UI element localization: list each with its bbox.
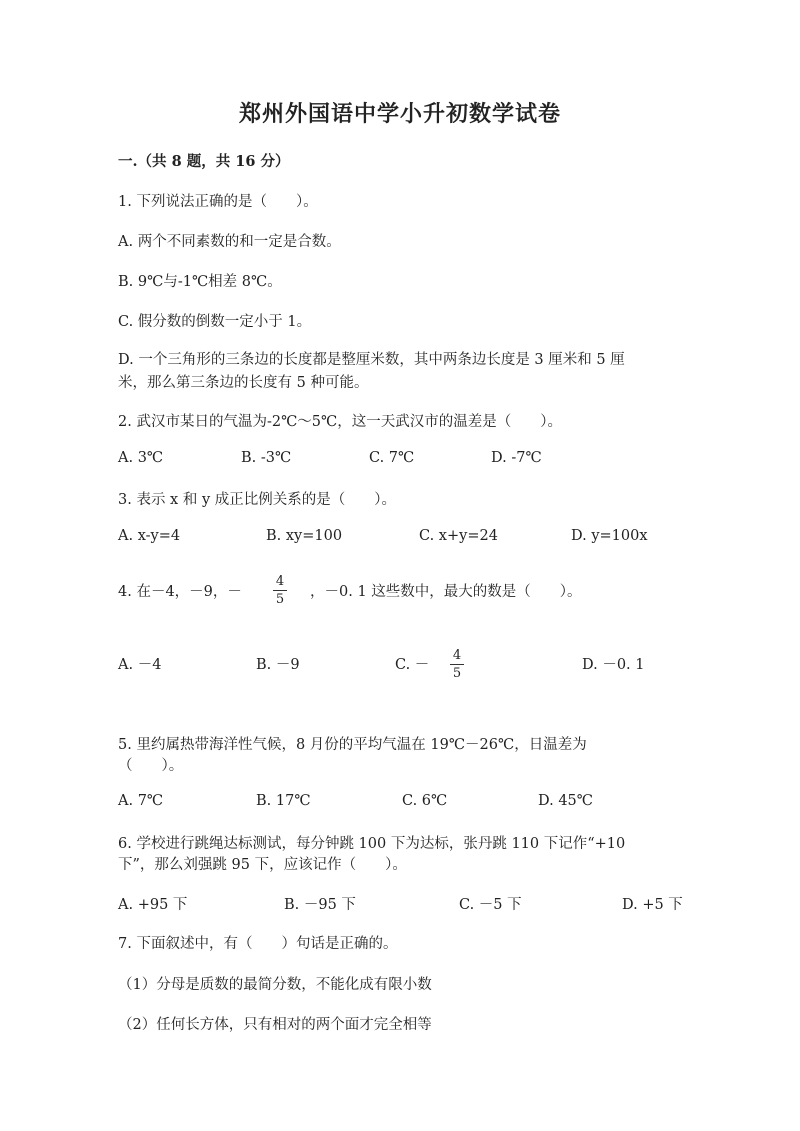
q6-option-c: C. －5 下 bbox=[459, 897, 522, 913]
q7-stem: 7. 下面叙述中，有（ ）句话是正确的。 bbox=[118, 936, 398, 952]
fraction-numerator: 4 bbox=[452, 648, 462, 663]
q1-stem: 1. 下列说法正确的是（ ）。 bbox=[118, 194, 318, 210]
q6-stem-line2: 下”，那么刘强跳 95 下，应该记作（ ）。 bbox=[118, 857, 407, 873]
fraction-denominator: 5 bbox=[275, 592, 285, 607]
q5-stem-line2: （ ）。 bbox=[118, 758, 184, 774]
q4-fraction bbox=[273, 574, 287, 607]
q4-option-c: C. － bbox=[395, 657, 430, 673]
q1-option-d-line2: 米，那么第三条边的长度有 5 种可能。 bbox=[118, 375, 369, 391]
q5-option-d: D. 45℃ bbox=[538, 793, 593, 809]
q1-option-d-line1: D. 一个三角形的三条边的长度都是整厘米数，其中两条边长度是 3 厘米和 5 厘 bbox=[118, 352, 625, 368]
q5-option-b: B. 17℃ bbox=[256, 793, 311, 809]
section-heading: 一.（共 8 题，共 16 分） bbox=[118, 153, 290, 170]
q3-option-b: B. xy=100 bbox=[266, 528, 343, 544]
q1-option-a: A. 两个不同素数的和一定是合数。 bbox=[118, 234, 341, 250]
q1-option-b: B. 9℃与-1℃相差 8℃。 bbox=[118, 274, 282, 290]
q6-option-a: A. +95 下 bbox=[118, 897, 188, 913]
q6-option-b: B. －95 下 bbox=[284, 897, 356, 913]
q7-statement-1: （1）分母是质数的最简分数，不能化成有限小数 bbox=[118, 977, 432, 993]
q4-option-d: D. －0. 1 bbox=[582, 657, 645, 673]
q3-option-c: C. x+y=24 bbox=[419, 528, 498, 544]
q4-stem-part1: 4. 在－4，－9，－ bbox=[118, 584, 242, 600]
q1-option-c: C. 假分数的倒数一定小于 1。 bbox=[118, 314, 312, 330]
q2-option-b: B. -3℃ bbox=[241, 450, 292, 466]
q2-option-c: C. 7℃ bbox=[369, 450, 415, 466]
q3-option-a: A. x-y=4 bbox=[118, 528, 181, 544]
q3-option-d: D. y=100x bbox=[571, 528, 648, 544]
q5-option-c: C. 6℃ bbox=[402, 793, 448, 809]
fraction-bar bbox=[273, 590, 287, 591]
q4-option-c-fraction bbox=[450, 648, 464, 681]
q2-option-d: D. -7℃ bbox=[491, 450, 542, 466]
q2-stem: 2. 武汉市某日的气温为-2℃～5℃，这一天武汉市的温差是（ ）。 bbox=[118, 414, 562, 430]
q6-option-d: D. +5 下 bbox=[622, 897, 683, 913]
q3-stem: 3. 表示 x 和 y 成正比例关系的是（ ）。 bbox=[118, 492, 396, 508]
fraction-numerator: 4 bbox=[275, 574, 285, 589]
q4-option-b: B. －9 bbox=[256, 657, 300, 673]
fraction-denominator: 5 bbox=[452, 666, 462, 681]
q2-option-a: A. 3℃ bbox=[118, 450, 164, 466]
q5-option-a: A. 7℃ bbox=[118, 793, 164, 809]
q5-stem-line1: 5. 里约属热带海洋性气候，8 月份的平均气温在 19℃－26℃，日温差为 bbox=[118, 737, 587, 753]
fraction-bar bbox=[450, 664, 464, 665]
q7-statement-2: （2）任何长方体，只有相对的两个面才完全相等 bbox=[118, 1017, 432, 1033]
q4-stem-part2: ，－0. 1 这些数中，最大的数是（ ）。 bbox=[310, 584, 582, 600]
q4-option-a: A. －4 bbox=[118, 657, 162, 673]
page-title: 郑州外国语中学小升初数学试卷 bbox=[238, 101, 561, 127]
q6-stem-line1: 6. 学校进行跳绳达标测试，每分钟跳 100 下为达标，张丹跳 110 下记作“+10 bbox=[118, 836, 626, 852]
